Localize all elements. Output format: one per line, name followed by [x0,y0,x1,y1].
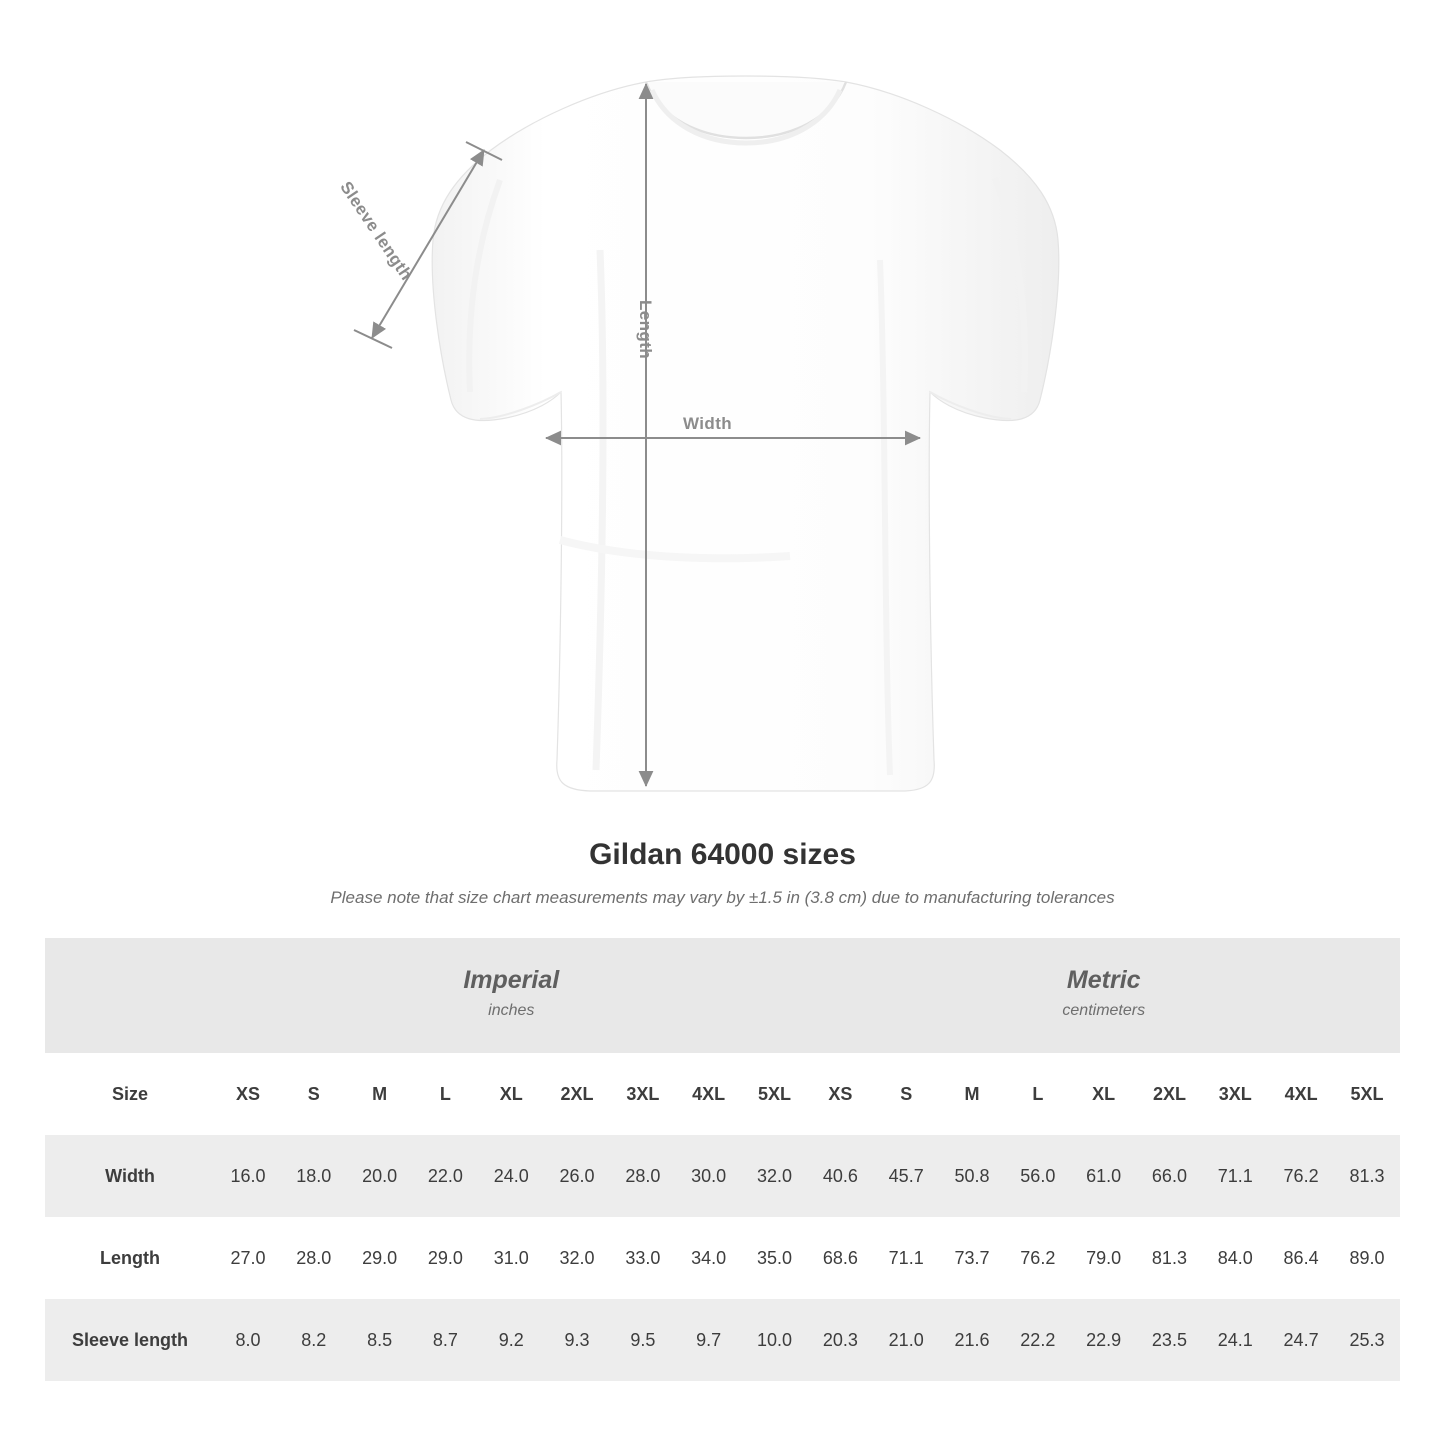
size-header-metric-s: S [873,1053,939,1135]
sleeve-metric-3xl: 24.1 [1202,1299,1268,1381]
unit-imperial [215,938,807,1053]
width-metric-xs: 40.6 [807,1135,873,1217]
length-imperial-l: 29.0 [413,1217,479,1299]
length-imperial-4xl: 34.0 [676,1217,742,1299]
table-row [45,1135,1400,1217]
size-chart-table [45,938,1400,1381]
sleeve-imperial-2xl: 9.3 [544,1299,610,1381]
length-imperial-3xl: 33.0 [610,1217,676,1299]
length-metric-2xl: 81.3 [1137,1217,1203,1299]
length-imperial-s: 28.0 [281,1217,347,1299]
sleeve-metric-5xl: 25.3 [1334,1299,1400,1381]
length-metric-l: 76.2 [1005,1217,1071,1299]
sleeve-imperial-5xl: 10.0 [742,1299,808,1381]
size-chart-table-wrapper [45,938,1400,1381]
sleeve-length-label: Sleeve length [336,178,417,284]
row-label-sleeve-length: Sleeve length [45,1299,215,1381]
table-row [45,1217,1400,1299]
unit-metric [807,938,1400,1053]
length-imperial-m: 29.0 [347,1217,413,1299]
length-metric-3xl: 84.0 [1202,1217,1268,1299]
size-header-label: Size [45,1053,215,1135]
size-header-metric-l: L [1005,1053,1071,1135]
length-metric-s: 71.1 [873,1217,939,1299]
length-imperial-xl: 31.0 [478,1217,544,1299]
unit-imperial-sub: inches [488,1001,535,1019]
sleeve-metric-s: 21.0 [873,1299,939,1381]
table-row [45,1299,1400,1381]
sleeve-imperial-3xl: 9.5 [610,1299,676,1381]
width-imperial-5xl: 32.0 [742,1135,808,1217]
unit-header-row [45,938,1400,1053]
width-imperial-2xl: 26.0 [544,1135,610,1217]
size-header-imperial-2xl: 2XL [544,1053,610,1135]
width-imperial-m: 20.0 [347,1135,413,1217]
width-metric-5xl: 81.3 [1334,1135,1400,1217]
size-header-imperial-l: L [413,1053,479,1135]
unit-metric-name: Metric [1066,965,1141,994]
width-metric-s: 45.7 [873,1135,939,1217]
sleeve-imperial-l: 8.7 [413,1299,479,1381]
width-metric-3xl: 71.1 [1202,1135,1268,1217]
size-header-row [45,1053,1400,1135]
unit-metric-sub: centimeters [1062,1001,1146,1019]
row-label-length: Length [45,1217,215,1299]
tolerance-note: Please note that size chart measurements may vary by ±1.5 in (3.8 cm) due to manufacturing tolerances [330,888,1115,907]
length-imperial-5xl: 35.0 [742,1217,808,1299]
width-imperial-xs: 16.0 [215,1135,281,1217]
width-imperial-4xl: 30.0 [676,1135,742,1217]
size-header-imperial-xl: XL [478,1053,544,1135]
length-metric-5xl: 89.0 [1334,1217,1400,1299]
width-metric-4xl: 76.2 [1268,1135,1334,1217]
sleeve-metric-2xl: 23.5 [1137,1299,1203,1381]
sleeve-metric-xs: 20.3 [807,1299,873,1381]
size-header-metric-4xl: 4XL [1268,1053,1334,1135]
width-metric-m: 50.8 [939,1135,1005,1217]
size-header-metric-m: M [939,1053,1005,1135]
sleeve-imperial-4xl: 9.7 [676,1299,742,1381]
width-imperial-3xl: 28.0 [610,1135,676,1217]
sleeve-imperial-xs: 8.0 [215,1299,281,1381]
length-metric-xs: 68.6 [807,1217,873,1299]
title-block [0,838,1445,908]
size-header-metric-2xl: 2XL [1137,1053,1203,1135]
width-imperial-xl: 24.0 [478,1135,544,1217]
size-header-imperial-3xl: 3XL [610,1053,676,1135]
length-metric-4xl: 86.4 [1268,1217,1334,1299]
shirt-body-shape [432,76,1059,791]
size-header-imperial-xs: XS [215,1053,281,1135]
unit-spacer [45,938,215,1053]
width-metric-l: 56.0 [1005,1135,1071,1217]
sleeve-metric-xl: 22.9 [1071,1299,1137,1381]
length-metric-xl: 79.0 [1071,1217,1137,1299]
width-imperial-l: 22.0 [413,1135,479,1217]
page-title: Gildan 64000 sizes [589,838,856,871]
width-label: Width [683,414,733,433]
size-header-imperial-s: S [281,1053,347,1135]
sleeve-metric-m: 21.6 [939,1299,1005,1381]
sleeve-metric-4xl: 24.7 [1268,1299,1334,1381]
length-imperial-2xl: 32.0 [544,1217,610,1299]
sleeve-imperial-s: 8.2 [281,1299,347,1381]
size-header-metric-3xl: 3XL [1202,1053,1268,1135]
size-header-metric-xs: XS [807,1053,873,1135]
length-metric-m: 73.7 [939,1217,1005,1299]
sleeve-imperial-m: 8.5 [347,1299,413,1381]
size-header-metric-xl: XL [1071,1053,1137,1135]
size-header-imperial-4xl: 4XL [676,1053,742,1135]
width-metric-xl: 61.0 [1071,1135,1137,1217]
size-header-imperial-5xl: 5XL [742,1053,808,1135]
size-header-metric-5xl: 5XL [1334,1053,1400,1135]
unit-imperial-name: Imperial [463,965,560,994]
sleeve-metric-l: 22.2 [1005,1299,1071,1381]
size-header-imperial-m: M [347,1053,413,1135]
sleeve-imperial-xl: 9.2 [478,1299,544,1381]
length-imperial-xs: 27.0 [215,1217,281,1299]
length-label: Length [636,300,655,360]
width-metric-2xl: 66.0 [1137,1135,1203,1217]
width-imperial-s: 18.0 [281,1135,347,1217]
row-label-width: Width [45,1135,215,1217]
